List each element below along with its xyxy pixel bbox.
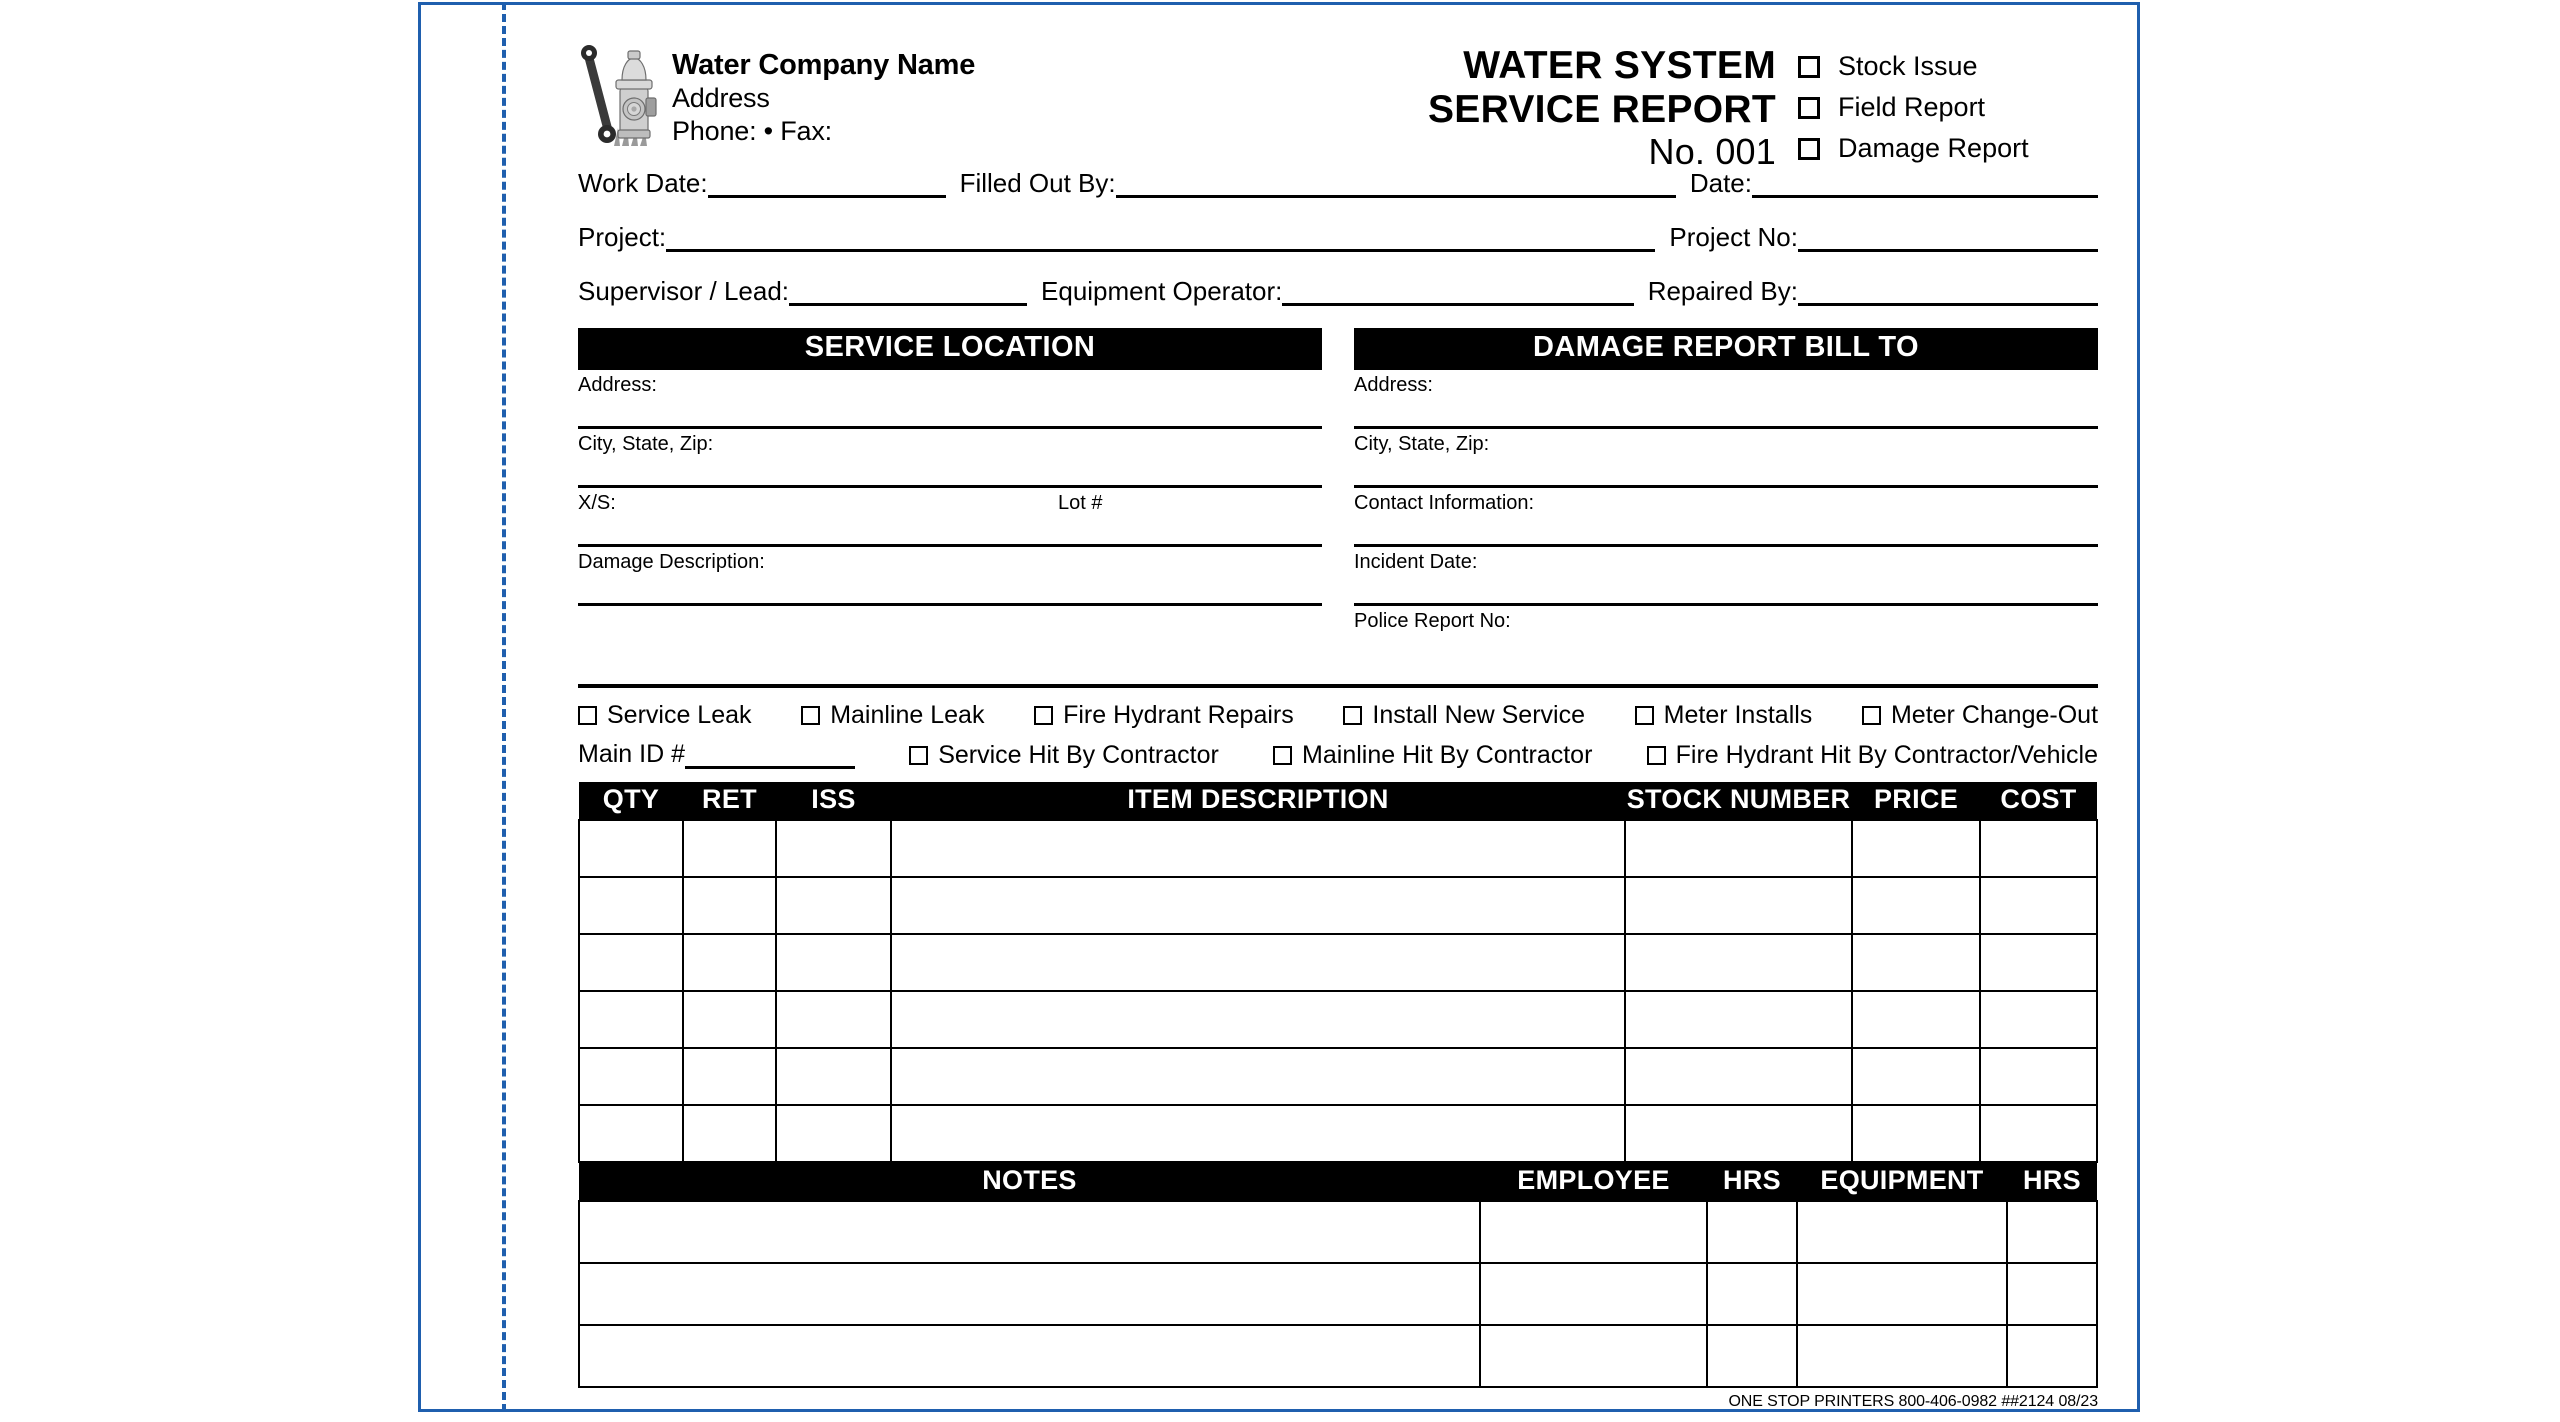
damage-bill-to-column [1354, 328, 2098, 662]
company-branding [578, 42, 975, 152]
page-title-line2: SERVICE REPORT [1427, 87, 1776, 131]
row-work-date [578, 170, 2098, 198]
cell-price[interactable] [1852, 820, 1980, 877]
company-name: Water Company Name [672, 49, 976, 81]
cell-iss[interactable] [776, 820, 891, 877]
work-type-label: Fire Hydrant Repairs [1063, 700, 1294, 729]
cell-notes[interactable] [579, 1325, 1480, 1387]
cell-item-description[interactable] [891, 820, 1625, 877]
cell-ret[interactable] [683, 820, 776, 877]
document-number: No. 001 [1648, 131, 1776, 173]
notes-col-employee-hrs: HRS [1707, 1163, 1797, 1201]
report-type-label: Field Report [1838, 92, 1986, 122]
cell-ret[interactable] [683, 1105, 776, 1162]
section-divider [578, 684, 2098, 688]
cell-price[interactable] [1852, 934, 1980, 991]
project-label: Project: [578, 222, 667, 252]
supervisor-lead-input[interactable] [789, 281, 1027, 306]
work-type-checkbox-row-2 [578, 739, 2099, 769]
table-row [579, 1325, 2097, 1387]
cell-price[interactable] [1852, 1048, 1980, 1105]
main-id-input[interactable] [685, 746, 855, 769]
cell-stock-number[interactable] [1625, 820, 1852, 877]
cell-iss[interactable] [776, 991, 891, 1048]
checkbox-icon[interactable] [1798, 97, 1820, 119]
cell-stock-number[interactable] [1625, 934, 1852, 991]
cell-item-description[interactable] [891, 877, 1625, 934]
work-type-label: Service Hit By Contractor [938, 740, 1219, 769]
perforation-line [502, 2, 506, 1412]
checkbox-icon[interactable] [1635, 706, 1654, 725]
equipment-operator-label: Equipment Operator: [1041, 276, 1283, 306]
cell-stock-number[interactable] [1625, 877, 1852, 934]
bill-to-city-state-zip-label: City, State, Zip: [1354, 432, 1490, 455]
equipment-operator-input[interactable] [1282, 281, 1633, 306]
report-type-option-stock-issue[interactable] [1798, 46, 2098, 87]
bill-to-contact-information-field[interactable] [1354, 488, 2098, 547]
incident-date-label: Incident Date: [1354, 550, 1478, 573]
row-project [578, 224, 2098, 252]
work-type-fire-hydrant-hit-by-contractor-vehicle[interactable] [1647, 740, 2099, 769]
cell-ret[interactable] [683, 1048, 776, 1105]
cell-stock-number[interactable] [1625, 1048, 1852, 1105]
work-type-meter-change-out[interactable] [1862, 700, 2099, 729]
cell-cost[interactable] [1980, 1105, 2097, 1162]
report-type-label: Stock Issue [1838, 51, 1978, 81]
items-col-item-description: ITEM DESCRIPTION [891, 782, 1625, 820]
filled-out-by-input[interactable] [1116, 173, 1676, 198]
work-type-install-new-service[interactable] [1343, 700, 1585, 729]
date-label: Date: [1689, 168, 1752, 198]
cell-employee-hrs[interactable] [1707, 1201, 1797, 1263]
location-and-billing-section [578, 328, 2098, 662]
cell-cost[interactable] [1980, 1048, 2097, 1105]
cell-iss[interactable] [776, 934, 891, 991]
cell-qty[interactable] [579, 1105, 683, 1162]
table-row [579, 820, 2097, 877]
checkbox-icon[interactable] [1798, 138, 1820, 160]
main-id-label: Main ID # [578, 739, 685, 768]
service-xs-label: X/S: [578, 491, 616, 514]
items-col-qty: QTY [579, 782, 683, 820]
service-lot-number-label: Lot # [1058, 491, 1103, 514]
work-type-meter-installs[interactable] [1635, 700, 1813, 729]
cell-price[interactable] [1852, 991, 1980, 1048]
cell-qty[interactable] [579, 877, 683, 934]
form-header [578, 36, 2098, 173]
cell-stock-number[interactable] [1625, 1105, 1852, 1162]
cell-cost[interactable] [1980, 877, 2097, 934]
cell-equipment[interactable] [1797, 1325, 2007, 1387]
cell-notes[interactable] [579, 1263, 1480, 1325]
table-row [579, 877, 2097, 934]
work-type-checkbox-row-1 [578, 700, 2099, 729]
fire-hydrant-icon [578, 42, 660, 152]
notes-table-header-row [579, 1163, 2097, 1201]
service-xs-field[interactable] [578, 488, 1322, 547]
items-col-stock-number: STOCK NUMBER [1625, 782, 1852, 820]
cell-cost[interactable] [1980, 820, 2097, 877]
cell-equipment-hrs[interactable] [2007, 1201, 2097, 1263]
service-location-spacer [578, 606, 1322, 662]
cell-ret[interactable] [683, 991, 776, 1048]
cell-qty[interactable] [579, 934, 683, 991]
checkbox-icon[interactable] [1862, 706, 1881, 725]
service-city-state-zip-label: City, State, Zip: [578, 432, 714, 455]
table-row [579, 1105, 2097, 1162]
cell-item-description[interactable] [891, 991, 1625, 1048]
bill-to-contact-information-label: Contact Information: [1354, 491, 1535, 514]
cell-equipment[interactable] [1797, 1263, 2007, 1325]
bill-to-address-field[interactable] [1354, 370, 2098, 429]
service-address-field[interactable] [578, 370, 1322, 429]
cell-price[interactable] [1852, 877, 1980, 934]
table-row [579, 934, 2097, 991]
checkbox-icon[interactable] [1273, 746, 1292, 765]
police-report-no-label: Police Report No: [1354, 609, 1511, 632]
cell-employee-hrs[interactable] [1707, 1263, 1797, 1325]
damage-description-label: Damage Description: [578, 550, 765, 573]
items-col-price: PRICE [1852, 782, 1980, 820]
notes-col-notes: NOTES [579, 1163, 1480, 1201]
cell-equipment-hrs[interactable] [2007, 1263, 2097, 1325]
work-type-label: Fire Hydrant Hit By Contractor/Vehicle [1675, 740, 2099, 769]
project-no-input[interactable] [1798, 227, 2098, 252]
table-row [579, 1201, 2097, 1263]
work-type-label: Mainline Leak [830, 700, 985, 729]
printer-imprint: ONE STOP PRINTERS 800-406-0982 ##2124 08/23 [1728, 1393, 2098, 1411]
cell-price[interactable] [1852, 1105, 1980, 1162]
report-type-label: Damage Report [1838, 133, 2029, 163]
cell-employee[interactable] [1480, 1263, 1707, 1325]
items-col-iss: ISS [776, 782, 891, 820]
service-location-column [578, 328, 1322, 662]
work-type-label: Meter Change-Out [1890, 700, 2099, 729]
checkbox-icon[interactable] [1034, 706, 1053, 725]
work-type-mainline-hit-by-contractor[interactable] [1273, 740, 1593, 769]
work-type-service-leak[interactable] [578, 700, 752, 729]
cell-cost[interactable] [1980, 934, 2097, 991]
table-row [579, 991, 2097, 1048]
cell-employee-hrs[interactable] [1707, 1325, 1797, 1387]
work-type-label: Install New Service [1372, 700, 1585, 729]
table-row [579, 1263, 2097, 1325]
company-phone-fax: Phone: • Fax: [672, 115, 832, 146]
cell-notes[interactable] [579, 1201, 1480, 1263]
work-type-label: Mainline Hit By Contractor [1302, 740, 1593, 769]
items-col-ret: RET [683, 782, 776, 820]
repaired-by-label: Repaired By: [1647, 276, 1798, 306]
items-table-header-row [579, 782, 2097, 820]
damage-description-field[interactable] [578, 547, 1322, 606]
checkbox-icon[interactable] [801, 706, 820, 725]
notes-col-employee: EMPLOYEE [1480, 1163, 1707, 1201]
cell-item-description[interactable] [891, 934, 1625, 991]
report-type-option-damage-report[interactable] [1798, 128, 2098, 169]
work-date-label: Work Date: [578, 168, 708, 198]
cell-employee[interactable] [1480, 1201, 1707, 1263]
cell-employee[interactable] [1480, 1325, 1707, 1387]
main-id-field[interactable] [578, 739, 855, 769]
notes-table [578, 1163, 2098, 1388]
work-type-mainline-leak[interactable] [801, 700, 985, 729]
report-type-checkbox-group [1798, 46, 2098, 169]
cell-equipment-hrs[interactable] [2007, 1325, 2097, 1387]
bill-to-city-state-zip-field[interactable] [1354, 429, 2098, 488]
damage-bill-to-band: DAMAGE REPORT BILL TO [1354, 328, 2098, 370]
cell-item-description[interactable] [891, 1105, 1625, 1162]
repaired-by-input[interactable] [1798, 281, 2098, 306]
project-no-label: Project No: [1669, 222, 1798, 252]
document-title-block [1428, 44, 1776, 174]
work-type-service-hit-by-contractor[interactable] [909, 740, 1219, 769]
cell-qty[interactable] [579, 1048, 683, 1105]
work-type-label: Meter Installs [1663, 700, 1813, 729]
checkbox-icon[interactable] [1647, 746, 1666, 765]
report-type-option-field-report[interactable] [1798, 87, 2098, 128]
cell-qty[interactable] [579, 820, 683, 877]
date-input[interactable] [1752, 173, 2098, 198]
service-city-state-zip-field[interactable] [578, 429, 1322, 488]
supervisor-lead-label: Supervisor / Lead: [578, 276, 790, 306]
cell-iss[interactable] [776, 1105, 891, 1162]
table-row [579, 1048, 2097, 1105]
filled-out-by-label: Filled Out By: [959, 168, 1116, 198]
cell-item-description[interactable] [891, 1048, 1625, 1105]
service-address-label: Address: [578, 373, 657, 396]
cell-iss[interactable] [776, 877, 891, 934]
checkbox-icon[interactable] [578, 706, 597, 725]
company-address: Address [672, 83, 770, 114]
work-type-fire-hydrant-repairs[interactable] [1034, 700, 1294, 729]
police-report-no-field[interactable] [1354, 606, 2098, 662]
incident-date-field[interactable] [1354, 547, 2098, 606]
cell-stock-number[interactable] [1625, 991, 1852, 1048]
checkbox-icon[interactable] [1798, 56, 1820, 78]
items-table [578, 782, 2098, 1163]
cell-ret[interactable] [683, 934, 776, 991]
checkbox-icon[interactable] [1343, 706, 1362, 725]
cell-qty[interactable] [579, 991, 683, 1048]
items-col-cost: COST [1980, 782, 2097, 820]
service-report-form [578, 36, 2099, 1411]
checkbox-icon[interactable] [909, 746, 928, 765]
service-location-band: SERVICE LOCATION [578, 328, 1322, 370]
cell-equipment[interactable] [1797, 1201, 2007, 1263]
work-type-label: Service Leak [607, 700, 752, 729]
work-date-input[interactable] [708, 173, 946, 198]
cell-iss[interactable] [776, 1048, 891, 1105]
page-title-line1: WATER SYSTEM [1463, 44, 1776, 87]
notes-col-equipment-hrs: HRS [2007, 1163, 2097, 1201]
cell-ret[interactable] [683, 877, 776, 934]
row-supervisor [578, 278, 2098, 306]
notes-col-equipment: EQUIPMENT [1797, 1163, 2007, 1201]
project-input[interactable] [666, 227, 1655, 252]
bill-to-address-label: Address: [1354, 373, 1433, 396]
cell-cost[interactable] [1980, 991, 2097, 1048]
